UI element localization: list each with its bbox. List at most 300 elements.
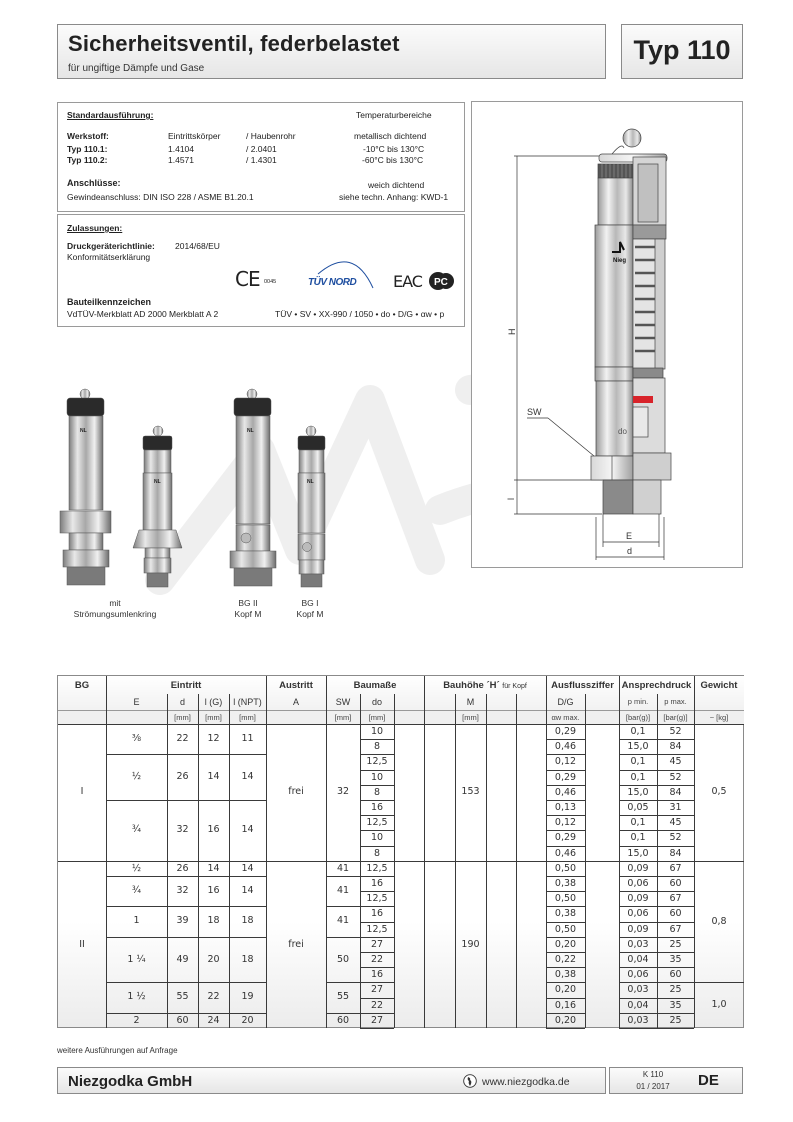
- dimension-d-label: d: [627, 546, 633, 556]
- table-cell-p-min: 0,06: [627, 878, 649, 889]
- table-horizontal-rule: [619, 1013, 694, 1014]
- connection-l-npt: 14: [241, 885, 254, 896]
- photo-caption-1-line2: Strömungsumlenkring: [73, 609, 157, 619]
- table-horizontal-rule: [546, 876, 585, 877]
- header-gewicht: Gewicht: [700, 680, 738, 691]
- table-cell-p-max: 60: [669, 969, 682, 981]
- connection-E: 1 ½: [127, 991, 146, 1003]
- table-horizontal-rule: [360, 846, 394, 847]
- table-horizontal-rule: [106, 937, 266, 938]
- table-cell-p-min: 0,05: [627, 802, 649, 813]
- table-horizontal-rule: [106, 1013, 266, 1014]
- product-photo-valve-bg2: [230, 389, 276, 586]
- sw-value: 41: [336, 862, 350, 874]
- table-cell-p-min: 0,1: [630, 756, 646, 768]
- connection-d: 22: [176, 733, 189, 744]
- connection-E: 1: [133, 915, 140, 927]
- connection-l-npt: 14: [241, 824, 254, 835]
- sw-value: 60: [336, 1014, 350, 1026]
- austritt-value: frei: [288, 938, 304, 950]
- valve-seal-red: [633, 396, 653, 403]
- connection-d: 32: [176, 824, 189, 835]
- table-cell-p-max: 25: [669, 938, 682, 950]
- table-cell-alpha-w: 0,29: [554, 832, 577, 844]
- table-cell-do: 12,5: [366, 923, 388, 935]
- table-cell-p-min: 0,06: [627, 908, 649, 920]
- table-horizontal-rule: [360, 770, 394, 771]
- connection-E: ¾: [131, 824, 142, 835]
- connection-d: 32: [176, 885, 189, 896]
- connection-E: 1 ¼: [127, 953, 146, 965]
- table-horizontal-rule: [546, 998, 585, 999]
- table-horizontal-rule: [694, 982, 744, 983]
- table-cell-alpha-w: 0,20: [554, 938, 577, 950]
- table-horizontal-rule: [546, 739, 585, 740]
- table-horizontal-rule: [360, 739, 394, 740]
- photo-caption-3: [290, 598, 330, 620]
- connection-E: ½: [131, 862, 142, 874]
- table-cell-do: 22: [370, 954, 384, 965]
- photo-caption-3-line2: Kopf M: [296, 609, 324, 619]
- title-box: [57, 24, 606, 79]
- table-cell-p-max: 67: [669, 893, 682, 905]
- spec-table: [57, 675, 744, 1028]
- tuv-nord-logo: TÜV NORD: [308, 277, 357, 288]
- table-horizontal-rule: [360, 952, 394, 953]
- type-box: [621, 24, 743, 79]
- table-horizontal-rule: [619, 982, 694, 983]
- connection-l-g: 14: [207, 771, 220, 783]
- table-cell-alpha-w: 0,29: [554, 771, 577, 783]
- table-cell-do: 10: [370, 832, 384, 844]
- sw-value: 41: [336, 885, 350, 896]
- svg-text:PC: PC: [434, 277, 448, 288]
- header-bg: BG: [74, 680, 90, 691]
- temp-soft-label: weich dichtend: [368, 180, 425, 190]
- connection-l-npt: 11: [241, 733, 254, 744]
- table-cell-do: 27: [370, 984, 384, 996]
- table-horizontal-rule: [546, 754, 585, 755]
- sw-value: 32: [336, 786, 350, 797]
- unit-M: [mm]: [462, 713, 479, 722]
- table-horizontal-rule: [360, 861, 394, 862]
- table-horizontal-rule: [619, 815, 694, 816]
- standard-panel: [57, 102, 465, 212]
- table-horizontal-rule: [360, 998, 394, 999]
- table-horizontal-rule: [619, 906, 694, 907]
- header-bauhoehe-label: Bauhöhe ´H´: [443, 680, 500, 691]
- table-horizontal-rule: [546, 846, 585, 847]
- weight-value: 1,0: [711, 999, 727, 1011]
- table-horizontal-rule: [619, 739, 694, 740]
- table-cell-p-max: 35: [669, 999, 682, 1011]
- table-cell-alpha-w: 0,20: [554, 984, 577, 996]
- photo-badge: NL: [80, 428, 87, 434]
- header-eintritt: Eintritt: [170, 680, 202, 691]
- table-horizontal-rule: [619, 967, 694, 968]
- table-cell-p-max: 52: [669, 832, 682, 844]
- table-horizontal-rule: [546, 785, 585, 786]
- table-horizontal-rule: [106, 982, 266, 983]
- table-cell-p-min: 0,03: [627, 984, 649, 996]
- table-horizontal-rule: [546, 922, 585, 923]
- table-cell-do: 16: [370, 908, 384, 920]
- table-cell-alpha-w: 0,13: [554, 802, 577, 813]
- table-cell-alpha-w: 0,50: [554, 893, 577, 905]
- header-ausflussziffer: Ausflussziffer: [551, 680, 614, 691]
- table-horizontal-rule: [546, 1028, 585, 1029]
- connection-E: 2: [133, 1014, 140, 1026]
- table-horizontal-rule: [360, 754, 394, 755]
- table-horizontal-rule: [619, 891, 694, 892]
- table-horizontal-rule: [619, 952, 694, 953]
- table-horizontal-rule: [326, 982, 360, 983]
- table-cell-p-min: 0,03: [627, 1014, 649, 1026]
- header-baumasse: Baumaße: [353, 680, 397, 691]
- sw-value: 50: [336, 953, 350, 965]
- table-cell-p-min: 0,03: [627, 938, 649, 950]
- table-cell-alpha-w: 0,38: [554, 878, 577, 889]
- temperature-heading: Temperaturbereiche: [356, 110, 432, 120]
- table-cell-alpha-w: 0,38: [554, 908, 577, 920]
- table-cell-p-max: 52: [669, 771, 682, 783]
- table-cell-p-min: 0,1: [630, 817, 646, 829]
- directive-value: 2014/68/EU: [175, 241, 220, 251]
- table-horizontal-rule: [360, 1028, 394, 1029]
- document-number: K 110: [642, 1070, 664, 1079]
- table-cell-p-max: 35: [669, 954, 682, 965]
- connection-E: ½: [131, 771, 142, 783]
- table-horizontal-rule: [360, 876, 394, 877]
- document-date: 01 / 2017: [636, 1082, 670, 1091]
- connection-d: 60: [176, 1014, 189, 1026]
- connection-l-npt: 14: [241, 771, 254, 783]
- bg-value: I: [80, 786, 84, 797]
- directive-label: Druckgeräterichtlinie:: [67, 241, 155, 251]
- subheader-p-min: p min.: [627, 697, 649, 706]
- type-1-inlet: 1.4104: [168, 144, 194, 154]
- table-cell-p-max: 67: [669, 923, 682, 935]
- table-horizontal-rule: [546, 861, 585, 862]
- ce-mark-logo: CE: [235, 267, 260, 291]
- table-horizontal-rule: [58, 710, 744, 711]
- dimension-SW-label: SW: [527, 407, 542, 417]
- connection-d: 26: [176, 862, 189, 874]
- header-ansprechdruck: Ansprechdruck: [621, 680, 692, 691]
- dimension-E-label: E: [626, 531, 633, 541]
- footer-bar: [57, 1067, 606, 1094]
- product-photo-valve-bg1: [298, 426, 325, 587]
- table-cell-p-min: 15,0: [627, 786, 649, 798]
- page-title: Sicherheitsventil, federbelastet: [68, 31, 400, 56]
- table-horizontal-rule: [546, 952, 585, 953]
- table-cell-p-max: 45: [669, 756, 682, 768]
- table-cell-alpha-w: 0,46: [554, 741, 577, 753]
- connection-l-g: 20: [207, 953, 220, 965]
- bauhoehe-value: 153: [461, 786, 480, 797]
- table-vertical-rule: [424, 676, 425, 1028]
- table-cell-alpha-w: 0,46: [554, 847, 577, 859]
- type-1-label: Typ 110.1:: [67, 144, 108, 154]
- table-horizontal-rule: [546, 891, 585, 892]
- unit-gewicht: ~ [kg]: [709, 713, 729, 722]
- table-cell-alpha-w: 0,29: [554, 726, 577, 737]
- type-2-inlet: 1.4571: [168, 155, 194, 165]
- table-cell-p-max: 60: [669, 908, 682, 920]
- table-cell-alpha-w: 0,50: [554, 923, 577, 935]
- table-cell-p-max: 84: [669, 786, 682, 798]
- table-cell-do: 8: [373, 786, 381, 798]
- bauhoehe-value: 190: [461, 938, 480, 950]
- company-name: Niezgodka GmbH: [68, 1073, 193, 1090]
- subheader-E: E: [133, 697, 140, 707]
- product-photos: [55, 385, 345, 595]
- temp-soft-reference: siehe techn. Anhang: KWD-1: [339, 192, 449, 202]
- table-cell-alpha-w: 0,20: [554, 1014, 577, 1026]
- table-cell-do: 12,5: [366, 862, 388, 874]
- subheader-d: d: [179, 697, 185, 707]
- table-cell-alpha-w: 0,50: [554, 862, 577, 874]
- conformity-label: Konformitätserklärung: [67, 252, 151, 262]
- unit-lG: [mm]: [205, 713, 222, 722]
- photo-badge: NL: [307, 479, 314, 485]
- table-horizontal-rule: [619, 800, 694, 801]
- connection-l-npt: 19: [241, 991, 254, 1003]
- photo-caption-2-line2: Kopf M: [234, 609, 262, 619]
- table-cell-p-min: 15,0: [627, 741, 649, 753]
- connection-l-g: 16: [207, 824, 220, 835]
- table-horizontal-rule: [619, 937, 694, 938]
- connection-l-npt: 18: [241, 915, 254, 927]
- connection-l-g: 12: [207, 733, 220, 744]
- header-austritt: Austritt: [279, 680, 313, 691]
- photo-badge: NL: [247, 428, 254, 434]
- unit-pmin: [bar(g)]: [625, 713, 651, 722]
- table-cell-do: 8: [373, 741, 381, 753]
- table-cell-do: 22: [370, 999, 384, 1011]
- photo-caption-2-line1: BG II: [238, 598, 258, 608]
- table-cell-p-min: 0,1: [630, 726, 646, 737]
- table-cell-p-min: 0,09: [627, 923, 649, 935]
- table-horizontal-rule: [360, 815, 394, 816]
- weight-value: 0,8: [711, 915, 727, 927]
- connection-l-npt: 18: [241, 953, 254, 965]
- product-photo-valve-large-ring: [60, 389, 111, 585]
- table-horizontal-rule: [360, 922, 394, 923]
- type-1-temp: -10°C bis 130°C: [363, 144, 425, 154]
- table-horizontal-rule: [360, 967, 394, 968]
- table-horizontal-rule: [619, 1028, 694, 1029]
- dimension-do-label: do: [618, 427, 627, 436]
- language-code: DE: [698, 1072, 719, 1089]
- header-bauhoehe: [424, 680, 546, 691]
- table-cell-do: 12,5: [366, 756, 388, 768]
- valve-cross-section-drawing: [472, 102, 742, 567]
- table-horizontal-rule: [546, 815, 585, 816]
- table-horizontal-rule: [106, 906, 266, 907]
- table-horizontal-rule: [326, 937, 360, 938]
- dimension-l-label: l: [506, 498, 516, 500]
- austritt-value: frei: [288, 786, 304, 797]
- table-horizontal-rule: [360, 982, 394, 983]
- photo-caption-1: [60, 598, 170, 620]
- subheader-l-npt: l (NPT): [233, 697, 262, 707]
- table-cell-p-min: 0,04: [627, 999, 649, 1011]
- material-label: Werkstoff:: [67, 131, 109, 141]
- bg-value: II: [79, 938, 85, 950]
- table-horizontal-rule: [326, 1013, 360, 1014]
- table-horizontal-rule: [546, 800, 585, 801]
- connections-label: Anschlüsse:: [67, 178, 121, 188]
- connection-l-g: 14: [207, 862, 220, 874]
- document-info-box: [609, 1067, 743, 1094]
- table-cell-alpha-w: 0,16: [554, 999, 577, 1011]
- unit-DG: αw max.: [551, 713, 580, 722]
- table-horizontal-rule: [360, 830, 394, 831]
- footnote: weitere Ausführungen auf Anfrage: [57, 1046, 178, 1055]
- approvals-panel: [57, 214, 465, 327]
- table-cell-p-max: 84: [669, 847, 682, 859]
- table-horizontal-rule: [619, 846, 694, 847]
- table-horizontal-rule: [106, 800, 266, 801]
- table-cell-p-min: 0,1: [630, 832, 646, 844]
- connections-value: Gewindeanschluss: DIN ISO 228 / ASME B1.20.1: [67, 192, 254, 202]
- table-horizontal-rule: [619, 770, 694, 771]
- table-horizontal-rule: [546, 982, 585, 983]
- table-horizontal-rule: [619, 785, 694, 786]
- table-horizontal-rule: [360, 785, 394, 786]
- subheader-l-g: l (G): [204, 697, 223, 707]
- table-cell-p-max: 84: [669, 741, 682, 753]
- table-horizontal-rule: [360, 937, 394, 938]
- photo-badge: NL: [154, 479, 161, 485]
- table-horizontal-rule: [619, 861, 694, 862]
- table-cell-do: 10: [370, 726, 384, 737]
- subheader-sw: SW: [335, 697, 351, 707]
- website-link[interactable]: www.niezgodka.de: [482, 1076, 570, 1088]
- table-cell-p-max: 67: [669, 862, 682, 874]
- table-cell-p-min: 0,09: [627, 893, 649, 905]
- table-cell-alpha-w: 0,12: [554, 817, 577, 829]
- sw-value: 55: [336, 991, 350, 1003]
- table-horizontal-rule: [106, 861, 266, 862]
- approvals-heading: Zulassungen:: [67, 223, 123, 233]
- unit-d: [mm]: [174, 713, 191, 722]
- subheader-a: A: [292, 697, 299, 707]
- photo-caption-2: [228, 598, 268, 620]
- subheader-p-max: p max.: [664, 697, 687, 706]
- table-horizontal-rule: [106, 754, 266, 755]
- type-2-temp: -60°C bis 130°C: [362, 155, 424, 165]
- table-cell-do: 10: [370, 771, 384, 783]
- table-horizontal-rule: [326, 906, 360, 907]
- subheader-do: do: [371, 697, 382, 707]
- component-marking: TÜV • SV • XX-990 / 1050 • do • D/G • αw • p: [275, 309, 445, 319]
- table-horizontal-rule: [106, 876, 266, 877]
- unit-pmax: [bar(g)]: [663, 713, 688, 722]
- table-cell-do: 16: [370, 802, 384, 813]
- connection-l-npt: 14: [241, 862, 254, 874]
- connection-E: ¾: [131, 885, 142, 896]
- globe-icon: [463, 1074, 477, 1088]
- type-2-bonnet: / 1.4301: [246, 155, 277, 165]
- table-cell-p-min: 15,0: [627, 847, 649, 859]
- table-horizontal-rule: [546, 937, 585, 938]
- table-cell-do: 8: [373, 847, 381, 859]
- svg-text:Nieg: Nieg: [613, 258, 627, 264]
- photo-caption-3-line1: BG I: [301, 598, 319, 608]
- table-horizontal-rule: [546, 906, 585, 907]
- table-horizontal-rule: [326, 876, 360, 877]
- table-horizontal-rule: [546, 967, 585, 968]
- table-horizontal-rule: [546, 830, 585, 831]
- photo-caption-1-line1: mit: [109, 598, 121, 608]
- table-cell-do: 12,5: [366, 817, 388, 829]
- standard-heading: Standardausführung:: [67, 110, 154, 120]
- table-cell-p-min: 0,1: [630, 771, 646, 783]
- table-cell-alpha-w: 0,12: [554, 756, 577, 768]
- connection-l-g: 16: [207, 885, 220, 896]
- inlet-column-label: Eintrittskörper: [168, 131, 221, 141]
- eac-logo: EAC: [393, 272, 422, 291]
- subheader-m: M: [466, 697, 475, 707]
- table-horizontal-rule: [619, 922, 694, 923]
- connection-d: 39: [176, 915, 189, 927]
- technical-drawing-panel: [471, 101, 743, 568]
- table-cell-do: 12,5: [366, 893, 388, 905]
- table-cell-do: 16: [370, 878, 384, 889]
- connection-d: 49: [176, 953, 189, 965]
- table-cell-p-min: 0,04: [627, 954, 649, 965]
- connection-l-npt: 20: [241, 1014, 254, 1026]
- table-cell-p-max: 45: [669, 817, 682, 829]
- table-horizontal-rule: [360, 1013, 394, 1014]
- table-horizontal-rule: [360, 906, 394, 907]
- table-cell-p-min: 0,06: [627, 969, 649, 981]
- table-cell-p-max: 31: [669, 802, 682, 813]
- table-cell-p-max: 25: [669, 1014, 682, 1026]
- connection-d: 26: [176, 771, 189, 783]
- unit-do: [mm]: [368, 713, 386, 722]
- table-cell-do: 27: [370, 938, 384, 950]
- subheader-dg: D/G: [557, 697, 574, 707]
- table-cell-p-max: 52: [669, 726, 682, 737]
- page-subtitle: für ungiftige Dämpfe und Gase: [68, 63, 205, 74]
- table-cell-alpha-w: 0,22: [554, 954, 577, 965]
- type-1-bonnet: / 2.0401: [246, 144, 277, 154]
- component-reference: VdTÜV-Merkblatt AD 2000 Merkblatt A 2: [67, 309, 219, 319]
- table-horizontal-rule: [546, 1013, 585, 1014]
- table-horizontal-rule: [619, 998, 694, 999]
- table-horizontal-rule: [619, 754, 694, 755]
- unit-lNPT: [mm]: [239, 713, 256, 722]
- connection-l-g: 22: [207, 991, 220, 1003]
- temp-metal-label: metallisch dichtend: [354, 131, 427, 141]
- table-horizontal-rule: [546, 770, 585, 771]
- table-horizontal-rule: [619, 876, 694, 877]
- product-photo-valve-small-ring: [133, 426, 182, 587]
- table-cell-p-min: 0,09: [627, 862, 649, 874]
- connection-l-g: 18: [207, 915, 220, 927]
- type-2-label: Typ 110.2:: [67, 155, 108, 165]
- table-horizontal-rule: [360, 891, 394, 892]
- pc-gost-logo: [428, 270, 456, 292]
- connection-d: 55: [176, 991, 189, 1003]
- table-cell-alpha-w: 0,38: [554, 969, 577, 981]
- table-cell-do: 27: [370, 1014, 384, 1026]
- table-horizontal-rule: [360, 800, 394, 801]
- component-label: Bauteilkennzeichen: [67, 297, 152, 307]
